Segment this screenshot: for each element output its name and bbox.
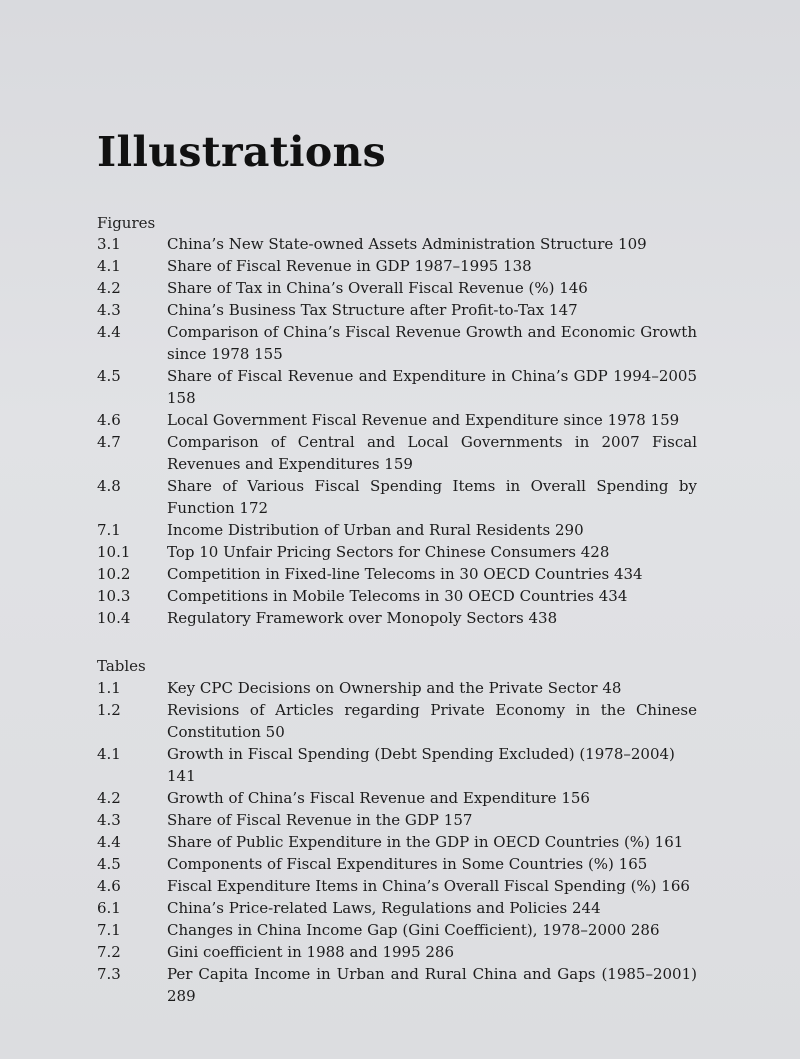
figure-entry-4-6 xyxy=(97,409,697,431)
tables-heading: Tables xyxy=(97,657,146,675)
entry-number: 4.2 xyxy=(97,789,121,807)
entry-title: Comparison of China’s Fiscal Revenue Growth and Economic Growth since 1978 155 xyxy=(167,323,697,363)
entry-number: 4.4 xyxy=(97,323,121,341)
entry-number: 4.8 xyxy=(97,477,121,495)
entry-title: Growth of China’s Fiscal Revenue and Expenditure 156 xyxy=(167,789,590,807)
entry-number: 4.5 xyxy=(97,855,121,873)
entry-number: 4.1 xyxy=(97,257,121,275)
entry-title: China’s New State-owned Assets Administration Structure 109 xyxy=(167,235,647,253)
entry-title: Changes in China Income Gap (Gini Coefficient), 1978–2000 286 xyxy=(167,921,660,939)
page-title: Illustrations xyxy=(97,128,386,176)
entry-title: Share of Fiscal Revenue in the GDP 157 xyxy=(167,811,473,829)
entry-number: 7.3 xyxy=(97,965,121,983)
figure-entry-4-8 xyxy=(97,475,697,519)
figure-entry-10-2 xyxy=(97,563,697,585)
entry-number: 7.1 xyxy=(97,921,121,939)
entry-number: 10.2 xyxy=(97,565,131,583)
figure-entry-10-4 xyxy=(97,607,697,629)
entry-title: Share of Tax in China’s Overall Fiscal Revenue (%) 146 xyxy=(167,279,588,297)
figure-entry-4-3 xyxy=(97,299,697,321)
entry-number: 4.1 xyxy=(97,745,121,763)
tables-list xyxy=(97,677,697,1007)
entry-number: 4.6 xyxy=(97,877,121,895)
entry-title: Competition in Fixed-line Telecoms in 30 OECD Countries 434 xyxy=(167,565,643,583)
entry-number: 4.6 xyxy=(97,411,121,429)
entry-number: 10.4 xyxy=(97,609,131,627)
entry-number: 4.3 xyxy=(97,301,121,319)
entry-number: 4.4 xyxy=(97,833,121,851)
entry-number: 7.1 xyxy=(97,521,121,539)
figure-entry-7-1 xyxy=(97,519,697,541)
entry-title: Comparison of Central and Local Governments in 2007 Fiscal Revenues and Expenditures 159 xyxy=(167,433,697,473)
table-entry-1-1 xyxy=(97,677,697,699)
figure-entry-10-1 xyxy=(97,541,697,563)
figure-entry-3-1 xyxy=(97,233,697,255)
entry-number: 3.1 xyxy=(97,235,121,253)
figures-heading: Figures xyxy=(97,214,156,232)
figure-entry-10-3 xyxy=(97,585,697,607)
table-entry-4-5 xyxy=(97,853,697,875)
entry-number: 10.3 xyxy=(97,587,131,605)
entry-number: 4.2 xyxy=(97,279,121,297)
entry-title: Gini coefficient in 1988 and 1995 286 xyxy=(167,943,455,961)
entry-title: Growth in Fiscal Spending (Debt Spending Excluded) (1978–2004) 141 xyxy=(167,745,675,785)
table-entry-7-1 xyxy=(97,919,697,941)
entry-number: 1.1 xyxy=(97,679,121,697)
entry-title: Components of Fiscal Expenditures in Some Countries (%) 165 xyxy=(167,855,648,873)
entry-title: Share of Fiscal Revenue and Expenditure in China’s GDP 1994–2005 158 xyxy=(167,367,697,407)
entry-number: 1.2 xyxy=(97,701,121,719)
table-entry-6-1 xyxy=(97,897,697,919)
entry-title: Income Distribution of Urban and Rural Residents 290 xyxy=(167,521,584,539)
entry-title: Top 10 Unfair Pricing Sectors for Chinese Consumers 428 xyxy=(167,543,610,561)
figure-entry-4-5 xyxy=(97,365,697,409)
entry-title: China’s Price-related Laws, Regulations and Policies 244 xyxy=(167,899,601,917)
entry-number: 4.5 xyxy=(97,367,121,385)
figure-entry-4-4 xyxy=(97,321,697,365)
entry-number: 7.2 xyxy=(97,943,121,961)
entry-number: 6.1 xyxy=(97,899,121,917)
table-entry-4-2 xyxy=(97,787,697,809)
entry-number: 10.1 xyxy=(97,543,131,561)
table-entry-4-6 xyxy=(97,875,697,897)
entry-title: China’s Business Tax Structure after Profit-to-Tax 147 xyxy=(167,301,578,319)
entry-title: Competitions in Mobile Telecoms in 30 OECD Countries 434 xyxy=(167,587,628,605)
figure-entry-4-2 xyxy=(97,277,697,299)
entry-title: Share of Fiscal Revenue in GDP 1987–1995 138 xyxy=(167,257,532,275)
entry-title: Per Capita Income in Urban and Rural China and Gaps (1985–2001) 289 xyxy=(167,965,697,1005)
entry-number: 4.7 xyxy=(97,433,121,451)
entry-title: Share of Public Expenditure in the GDP in OECD Countries (%) 161 xyxy=(167,833,684,851)
entry-title: Regulatory Framework over Monopoly Sectors 438 xyxy=(167,609,558,627)
table-entry-4-4 xyxy=(97,831,697,853)
table-entry-7-3 xyxy=(97,963,697,1007)
table-entry-7-2 xyxy=(97,941,697,963)
entry-number: 4.3 xyxy=(97,811,121,829)
table-entry-4-1 xyxy=(97,743,697,787)
entry-title: Share of Various Fiscal Spending Items in Overall Spending by Function 172 xyxy=(167,477,697,517)
table-entry-4-3 xyxy=(97,809,697,831)
entry-title: Key CPC Decisions on Ownership and the Private Sector 48 xyxy=(167,679,622,697)
figure-entry-4-1 xyxy=(97,255,697,277)
entry-title: Local Government Fiscal Revenue and Expenditure since 1978 159 xyxy=(167,411,680,429)
entry-title: Fiscal Expenditure Items in China’s Overall Fiscal Spending (%) 166 xyxy=(167,877,690,895)
table-entry-1-2 xyxy=(97,699,697,743)
figure-entry-4-7 xyxy=(97,431,697,475)
entry-title: Revisions of Articles regarding Private Economy in the Chinese Constitution 50 xyxy=(167,701,697,741)
figures-list xyxy=(97,233,697,629)
